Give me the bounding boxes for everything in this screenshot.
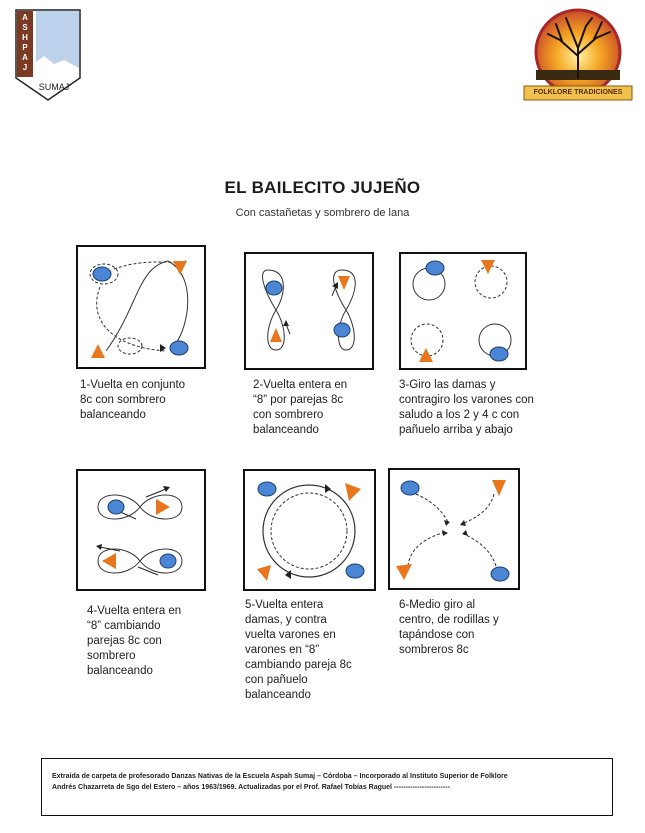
svg-text:J: J (22, 63, 28, 72)
figure-5-diagram (243, 469, 376, 591)
folklore-tradiciones-logo (522, 8, 634, 104)
figure-2-diagram (244, 252, 374, 370)
svg-text:A: A (22, 53, 28, 62)
figure-2-caption: 2-Vuelta entera en “8” por parejas 8c con sombrero balanceando (253, 379, 348, 436)
figure-1-caption: 1-Vuelta en conjunto 8c con sombrero balanceando (80, 379, 186, 421)
ashpaj-sumaj-logo (14, 8, 82, 104)
logo-banner-text: FOLKLORE TRADICIONES (533, 89, 623, 96)
svg-text:A: A (22, 13, 28, 22)
figure-4-diagram (76, 469, 206, 591)
figure-4-caption: 4-Vuelta entera en “8” cambiando parejas 8c con sombrero balanceando (87, 605, 182, 677)
figure-6-diagram (388, 468, 520, 590)
source-footer: Extraída de carpeta de profesorado Danzas Nativas de la Escuela Aspah Sumaj – Córdoba – Incorporado al Instituto Superior de Folklore Andrés Chazarreta de Sgo del Estero – años 1963/1969. Actualizadas por el Prof. Rafael Tobías Raguel ------------------------ (41, 758, 613, 816)
figure-3-diagram (399, 252, 527, 370)
svg-text:P: P (22, 43, 28, 52)
page-subtitle: Con castañetas y sombrero de lana (235, 207, 410, 219)
figure-3-caption: 3-Giro las damas y contragiro los varones con saludo a los 2 y 4 c con pañuelo arriba y abajo (399, 379, 534, 436)
svg-text:SUMAJ: SUMAJ (38, 82, 70, 92)
svg-text:S: S (22, 23, 28, 32)
page-title: EL BAILECITO JUJEÑO (224, 178, 421, 197)
svg-text:H: H (22, 33, 28, 42)
figure-5-caption: 5-Vuelta entera damas, y contra vuelta varones en varones en “8” cambiando pareja 8c con pañuelo balanceando (245, 599, 352, 701)
figure-6-caption: 6-Medio giro al centro, de rodillas y tapándose con sombreros 8c (399, 599, 499, 656)
figure-1-diagram (76, 245, 206, 369)
